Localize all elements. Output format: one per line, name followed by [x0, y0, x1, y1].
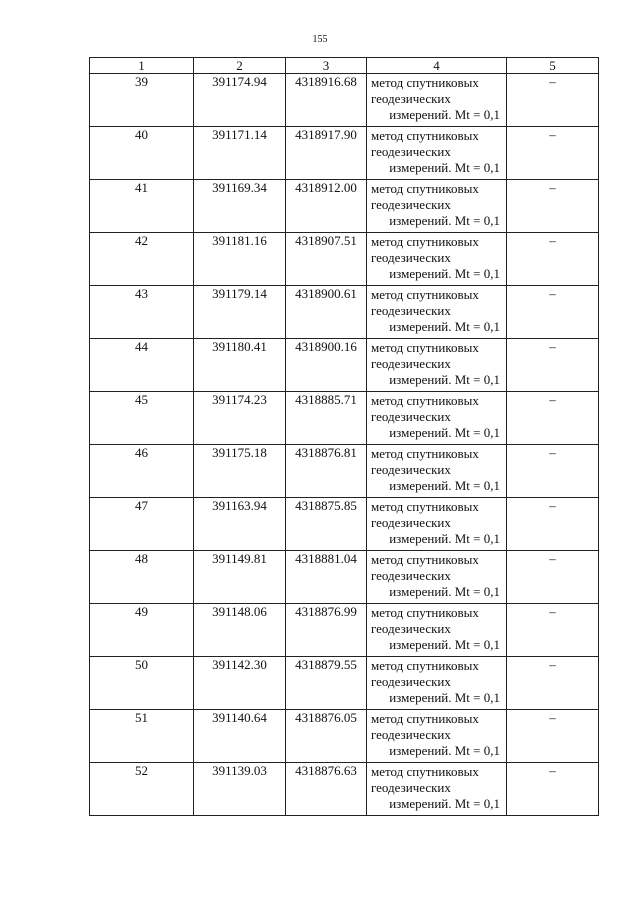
method-description [367, 551, 507, 604]
method-line-1: метод спутниковых [371, 128, 479, 143]
method-description [367, 763, 507, 816]
method-description [367, 445, 507, 498]
coordinate-y: 4318900.16 [286, 339, 367, 392]
error-value: – [507, 498, 599, 551]
table-row [90, 445, 599, 498]
method-line-1: метод спутниковых [371, 287, 479, 302]
coordinate-y: 4318876.99 [286, 604, 367, 657]
header-col-2: 2 [194, 58, 286, 74]
point-number: 39 [90, 74, 194, 127]
method-description [367, 604, 507, 657]
method-line-3: измерений. Mt = 0,1 [389, 319, 500, 334]
table-row [90, 286, 599, 339]
coordinate-y: 4318885.71 [286, 392, 367, 445]
method-line-3: измерений. Mt = 0,1 [389, 531, 500, 546]
method-line-1: метод спутниковых [371, 499, 479, 514]
method-description [367, 127, 507, 180]
point-number: 43 [90, 286, 194, 339]
method-line-3: измерений. Mt = 0,1 [389, 478, 500, 493]
table-row [90, 74, 599, 127]
table-row [90, 763, 599, 816]
method-line-3: измерений. Mt = 0,1 [389, 266, 500, 281]
coordinate-y: 4318907.51 [286, 233, 367, 286]
method-line-2: геодезических [371, 409, 451, 424]
error-value: – [507, 763, 599, 816]
method-line-2: геодезических [371, 462, 451, 477]
table-row [90, 710, 599, 763]
coordinate-x: 391169.34 [194, 180, 286, 233]
table-row [90, 127, 599, 180]
method-line-2: геодезических [371, 356, 451, 371]
method-line-1: метод спутниковых [371, 446, 479, 461]
coordinate-x: 391140.64 [194, 710, 286, 763]
method-line-1: метод спутниковых [371, 340, 479, 355]
method-line-3: измерений. Mt = 0,1 [389, 796, 500, 811]
coordinate-x: 391149.81 [194, 551, 286, 604]
method-line-1: метод спутниковых [371, 605, 479, 620]
coordinate-x: 391163.94 [194, 498, 286, 551]
method-line-3: измерений. Mt = 0,1 [389, 160, 500, 175]
method-line-2: геодезических [371, 621, 451, 636]
method-line-1: метод спутниковых [371, 552, 479, 567]
error-value: – [507, 710, 599, 763]
method-description [367, 233, 507, 286]
error-value: – [507, 604, 599, 657]
method-line-2: геодезических [371, 250, 451, 265]
point-number: 49 [90, 604, 194, 657]
coordinate-y: 4318879.55 [286, 657, 367, 710]
method-line-2: геодезических [371, 727, 451, 742]
coordinate-x: 391179.14 [194, 286, 286, 339]
coordinate-y: 4318876.05 [286, 710, 367, 763]
table-row [90, 657, 599, 710]
table-row [90, 180, 599, 233]
method-line-3: измерений. Mt = 0,1 [389, 690, 500, 705]
point-number: 40 [90, 127, 194, 180]
coordinate-x: 391148.06 [194, 604, 286, 657]
coordinate-y: 4318912.00 [286, 180, 367, 233]
method-line-2: геодезических [371, 197, 451, 212]
error-value: – [507, 286, 599, 339]
table-row [90, 392, 599, 445]
method-line-3: измерений. Mt = 0,1 [389, 425, 500, 440]
method-line-2: геодезических [371, 780, 451, 795]
coordinate-x: 391181.16 [194, 233, 286, 286]
coordinate-x: 391171.14 [194, 127, 286, 180]
method-line-3: измерений. Mt = 0,1 [389, 743, 500, 758]
method-line-2: геодезических [371, 568, 451, 583]
error-value: – [507, 127, 599, 180]
method-line-1: метод спутниковых [371, 234, 479, 249]
table-row [90, 551, 599, 604]
point-number: 46 [90, 445, 194, 498]
method-line-1: метод спутниковых [371, 764, 479, 779]
coordinate-x: 391174.23 [194, 392, 286, 445]
method-line-3: измерений. Mt = 0,1 [389, 213, 500, 228]
method-description [367, 180, 507, 233]
point-number: 52 [90, 763, 194, 816]
header-row [90, 58, 599, 74]
header-col-3: 3 [286, 58, 367, 74]
point-number: 51 [90, 710, 194, 763]
point-number: 48 [90, 551, 194, 604]
error-value: – [507, 392, 599, 445]
error-value: – [507, 445, 599, 498]
method-description [367, 498, 507, 551]
method-line-1: метод спутниковых [371, 181, 479, 196]
coordinate-y: 4318917.90 [286, 127, 367, 180]
coordinate-x: 391142.30 [194, 657, 286, 710]
method-line-3: измерений. Mt = 0,1 [389, 372, 500, 387]
method-line-1: метод спутниковых [371, 658, 479, 673]
table-row [90, 233, 599, 286]
method-description [367, 710, 507, 763]
method-line-1: метод спутниковых [371, 393, 479, 408]
method-line-1: метод спутниковых [371, 75, 479, 90]
method-description [367, 339, 507, 392]
error-value: – [507, 551, 599, 604]
coordinate-x: 391180.41 [194, 339, 286, 392]
method-description [367, 392, 507, 445]
method-line-2: геодезических [371, 515, 451, 530]
coordinate-y: 4318881.04 [286, 551, 367, 604]
table-row [90, 604, 599, 657]
coordinate-y: 4318876.63 [286, 763, 367, 816]
point-number: 41 [90, 180, 194, 233]
method-description [367, 74, 507, 127]
method-line-1: метод спутниковых [371, 711, 479, 726]
table-body [90, 74, 599, 816]
page-number: 155 [312, 34, 328, 45]
coordinate-y: 4318916.68 [286, 74, 367, 127]
method-line-3: измерений. Mt = 0,1 [389, 107, 500, 122]
method-line-2: геодезических [371, 674, 451, 689]
point-number: 44 [90, 339, 194, 392]
coordinate-y: 4318875.85 [286, 498, 367, 551]
error-value: – [507, 74, 599, 127]
error-value: – [507, 233, 599, 286]
table-row [90, 339, 599, 392]
error-value: – [507, 657, 599, 710]
error-value: – [507, 180, 599, 233]
header-col-4: 4 [367, 58, 507, 74]
point-number: 50 [90, 657, 194, 710]
method-line-2: геодезических [371, 91, 451, 106]
coordinates-table [89, 57, 599, 816]
method-description [367, 286, 507, 339]
method-line-2: геодезических [371, 144, 451, 159]
method-description [367, 657, 507, 710]
coordinate-y: 4318876.81 [286, 445, 367, 498]
point-number: 47 [90, 498, 194, 551]
coordinate-y: 4318900.61 [286, 286, 367, 339]
method-line-2: геодезических [371, 303, 451, 318]
method-line-3: измерений. Mt = 0,1 [389, 637, 500, 652]
coordinate-x: 391139.03 [194, 763, 286, 816]
point-number: 45 [90, 392, 194, 445]
point-number: 42 [90, 233, 194, 286]
header-col-5: 5 [507, 58, 599, 74]
coordinate-x: 391175.18 [194, 445, 286, 498]
method-line-3: измерений. Mt = 0,1 [389, 584, 500, 599]
table-header [90, 58, 599, 74]
table-row [90, 498, 599, 551]
coordinate-x: 391174.94 [194, 74, 286, 127]
header-col-1: 1 [90, 58, 194, 74]
error-value: – [507, 339, 599, 392]
